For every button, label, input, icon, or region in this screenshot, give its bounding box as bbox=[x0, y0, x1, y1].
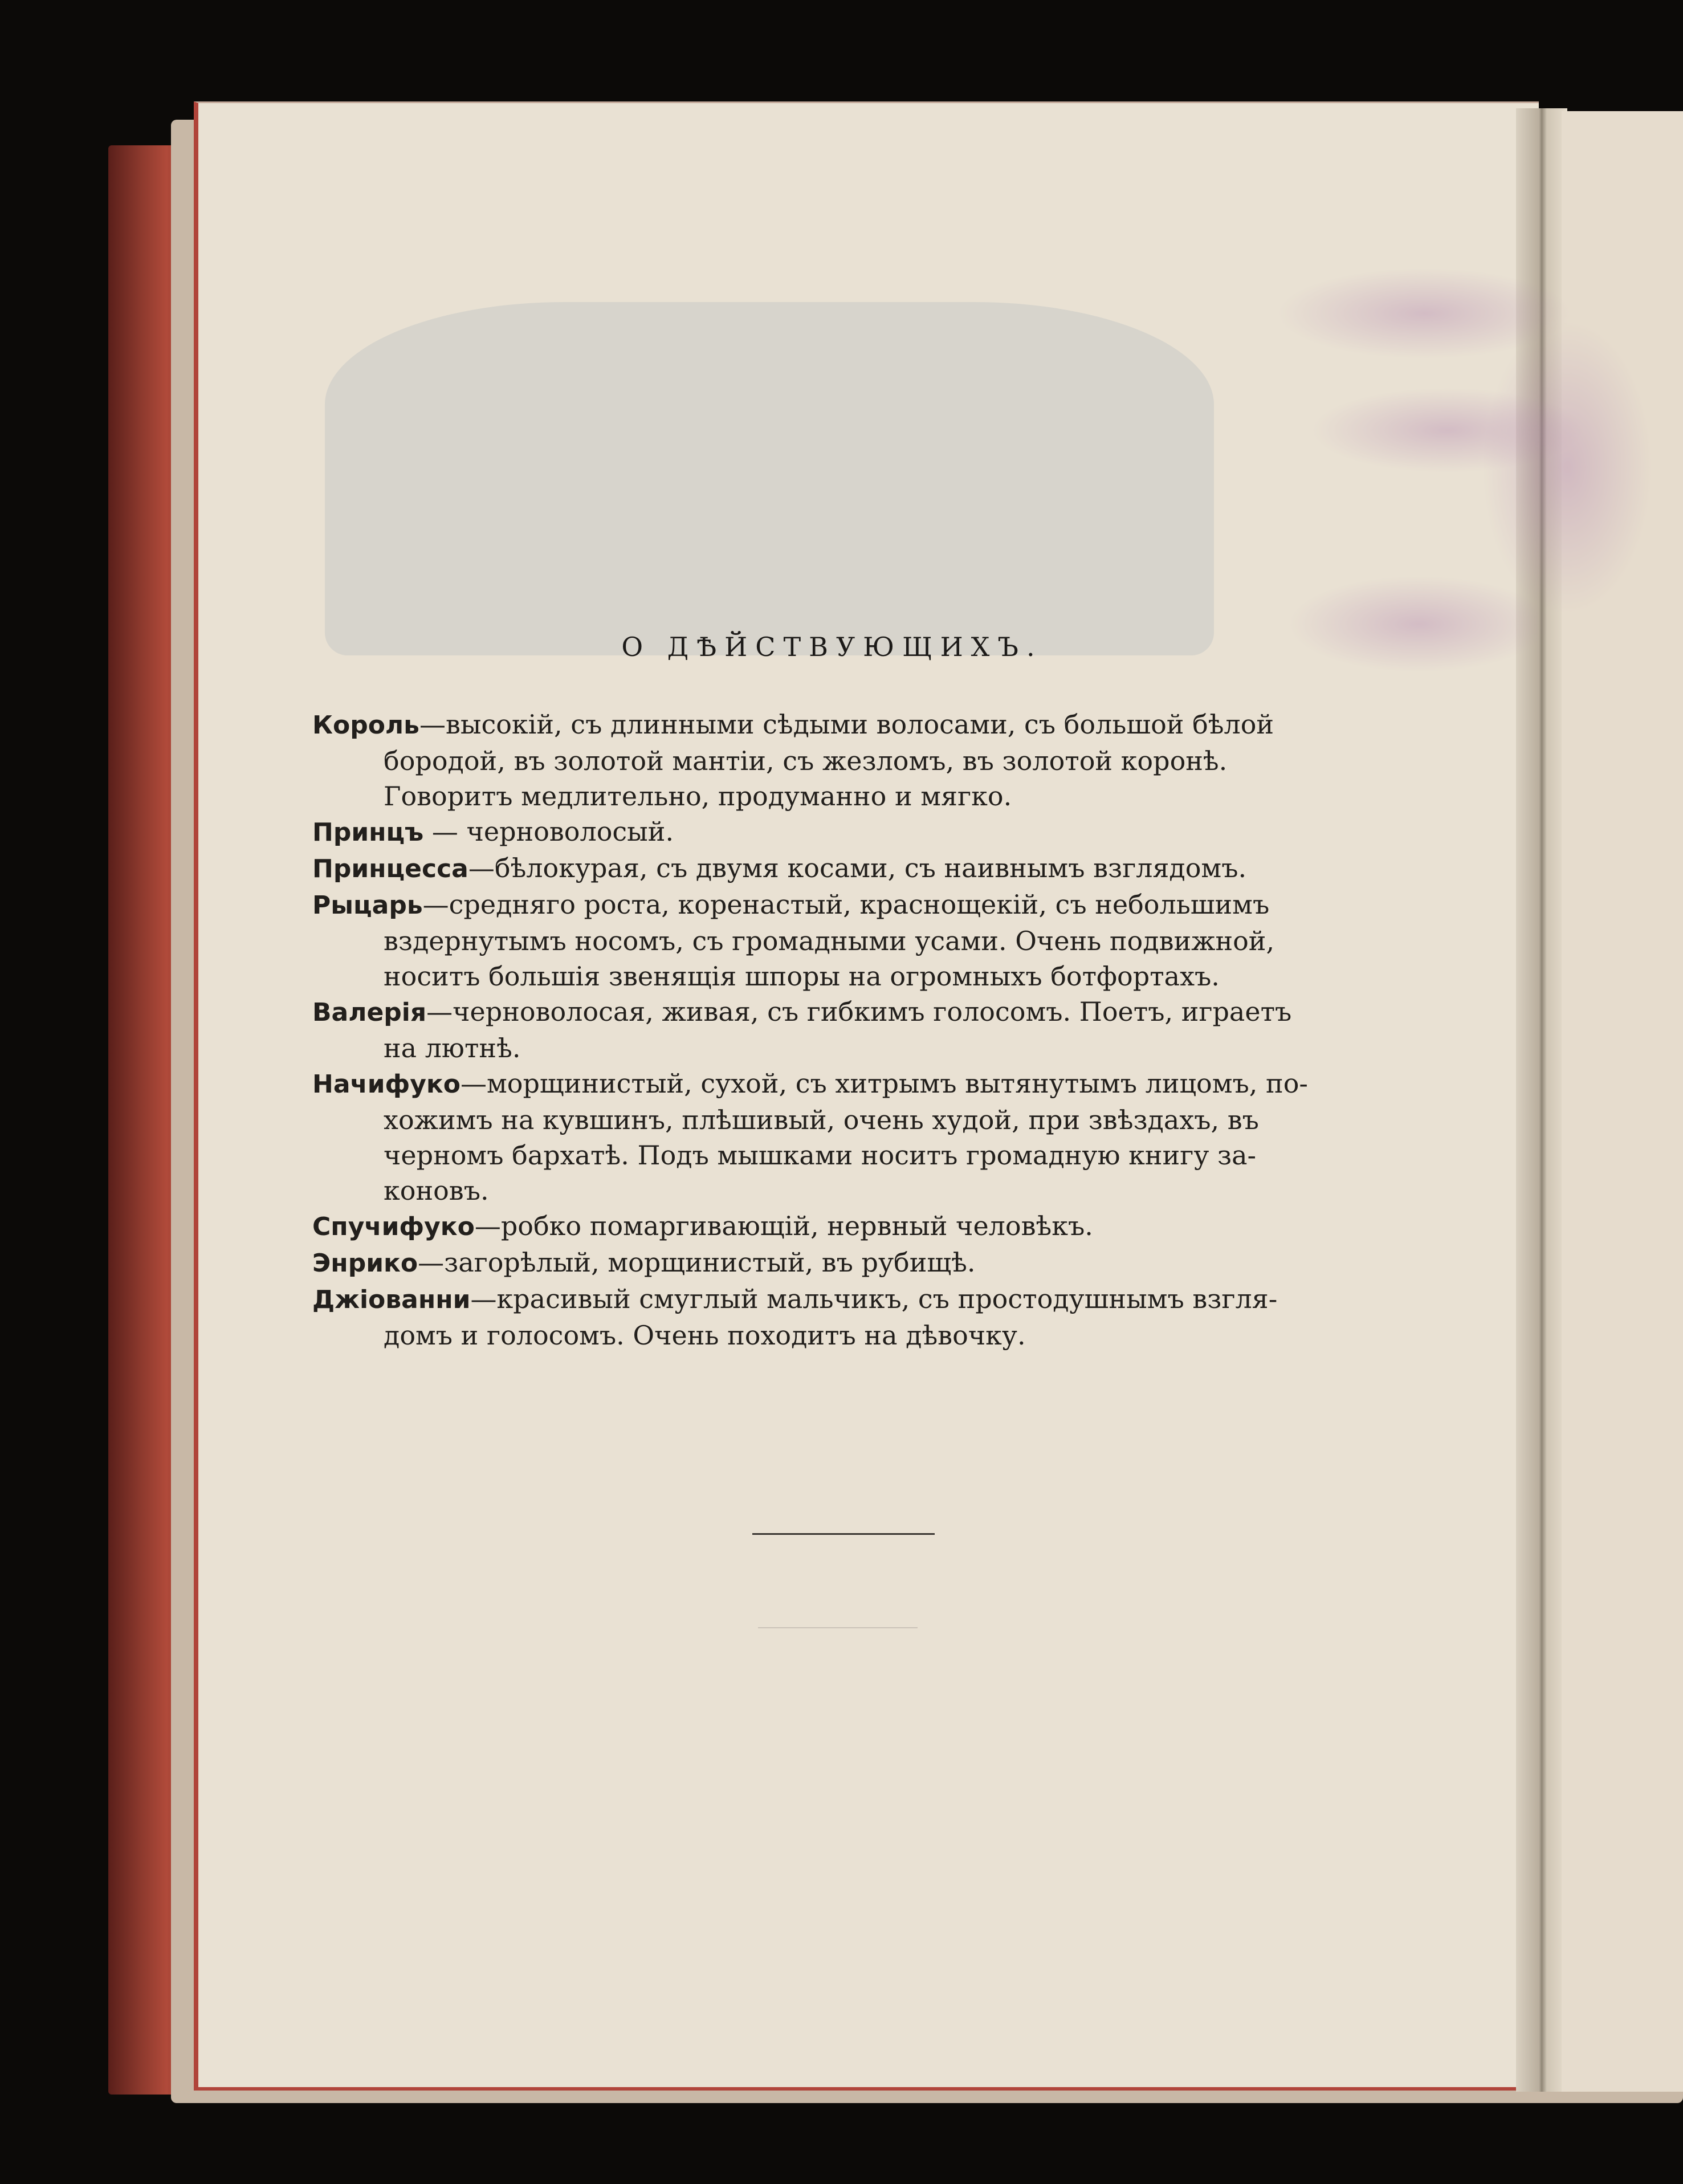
character-name: Начифуко bbox=[312, 1070, 461, 1099]
character-description-continued: хожимъ на кувшинъ, плѣшивый, очень худой, при звѣздахъ, въ bbox=[384, 1105, 1259, 1135]
character-name: Рыцарь bbox=[312, 891, 423, 920]
character-description-continued: черномъ бархатѣ. Подъ мышками носитъ громадную книгу за- bbox=[384, 1140, 1257, 1171]
cast-entry-first-line bbox=[312, 814, 1344, 850]
cast-entry-first-line bbox=[312, 887, 1344, 923]
cast-entry bbox=[312, 1281, 1344, 1353]
character-description-continued: на лютнѣ. bbox=[384, 1033, 521, 1064]
character-description-continued: вздернутымъ носомъ, съ громадными усами. Очень подвижной, bbox=[384, 926, 1275, 956]
character-description: — черноволосый. bbox=[423, 816, 674, 847]
character-description: —морщинистый, сухой, съ хитрымъ вытянутымъ лицомъ, по- bbox=[460, 1068, 1308, 1099]
cast-entry-first-line bbox=[312, 1208, 1344, 1245]
character-description: —черноволосая, живая, съ гибкимъ голосомъ. Поетъ, играетъ bbox=[426, 996, 1292, 1027]
show-through-text bbox=[502, 502, 523, 600]
character-name: Принцъ bbox=[312, 818, 424, 847]
cast-entry bbox=[312, 850, 1344, 887]
cast-entry-first-line bbox=[312, 1066, 1344, 1102]
character-name: Король bbox=[312, 711, 419, 740]
character-description-continued: бородой, въ золотой мантіи, съ жезломъ, въ золотой коронѣ. bbox=[384, 745, 1228, 776]
cast-entry-first-line bbox=[312, 994, 1344, 1030]
character-description: —средняго роста, коренастый, краснощекій, съ небольшимъ bbox=[422, 889, 1270, 920]
character-description: —высокій, съ длинными сѣдыми волосами, съ большой бѣлой bbox=[419, 709, 1274, 740]
cast-entry bbox=[312, 1208, 1344, 1245]
cast-entry-first-line bbox=[312, 707, 1344, 743]
water-stain bbox=[1482, 319, 1653, 616]
cast-list bbox=[312, 707, 1344, 1353]
character-description-continued: Говоритъ медлительно, продуманно и мягко. bbox=[384, 781, 1012, 812]
character-description: —красивый смуглый мальчикъ, съ простодушнымъ взгля- bbox=[470, 1283, 1278, 1314]
character-description: —загорѣлый, морщинистый, въ рубищѣ. bbox=[418, 1247, 976, 1278]
character-description-continued: домъ и голосомъ. Очень походитъ на дѣвочку. bbox=[384, 1320, 1026, 1351]
character-name: Спучифуко bbox=[312, 1212, 475, 1241]
character-name: Джіованни bbox=[312, 1285, 471, 1314]
character-description-continued: носитъ большія звенящія шпоры на огромныхъ ботфортахъ. bbox=[384, 961, 1220, 992]
cast-entry-first-line bbox=[312, 1281, 1344, 1318]
cast-entry bbox=[312, 1066, 1344, 1208]
cast-entry bbox=[312, 887, 1344, 994]
cast-entry bbox=[312, 994, 1344, 1066]
section-rule bbox=[752, 1533, 935, 1535]
character-description: —бѣлокурая, съ двумя косами, съ наивнымъ взглядомъ. bbox=[468, 853, 1247, 883]
faint-rule bbox=[758, 1627, 918, 1628]
cast-entry bbox=[312, 707, 1344, 814]
character-description: —робко помаргивающій, нервный человѣкъ. bbox=[474, 1211, 1093, 1241]
cast-entry-first-line bbox=[312, 1245, 1344, 1281]
cast-entry bbox=[312, 814, 1344, 850]
character-name: Принцесса bbox=[312, 854, 468, 883]
character-name: Валерія bbox=[312, 998, 427, 1027]
character-description-continued: коновъ. bbox=[384, 1175, 489, 1206]
cast-entry bbox=[312, 1245, 1344, 1281]
cast-entry-first-line bbox=[312, 850, 1344, 887]
page-heading: О ДѢЙСТВУЮЩИХЪ. bbox=[621, 631, 1043, 662]
character-name: Энрико bbox=[312, 1249, 418, 1278]
show-through-illustration bbox=[325, 302, 1214, 655]
